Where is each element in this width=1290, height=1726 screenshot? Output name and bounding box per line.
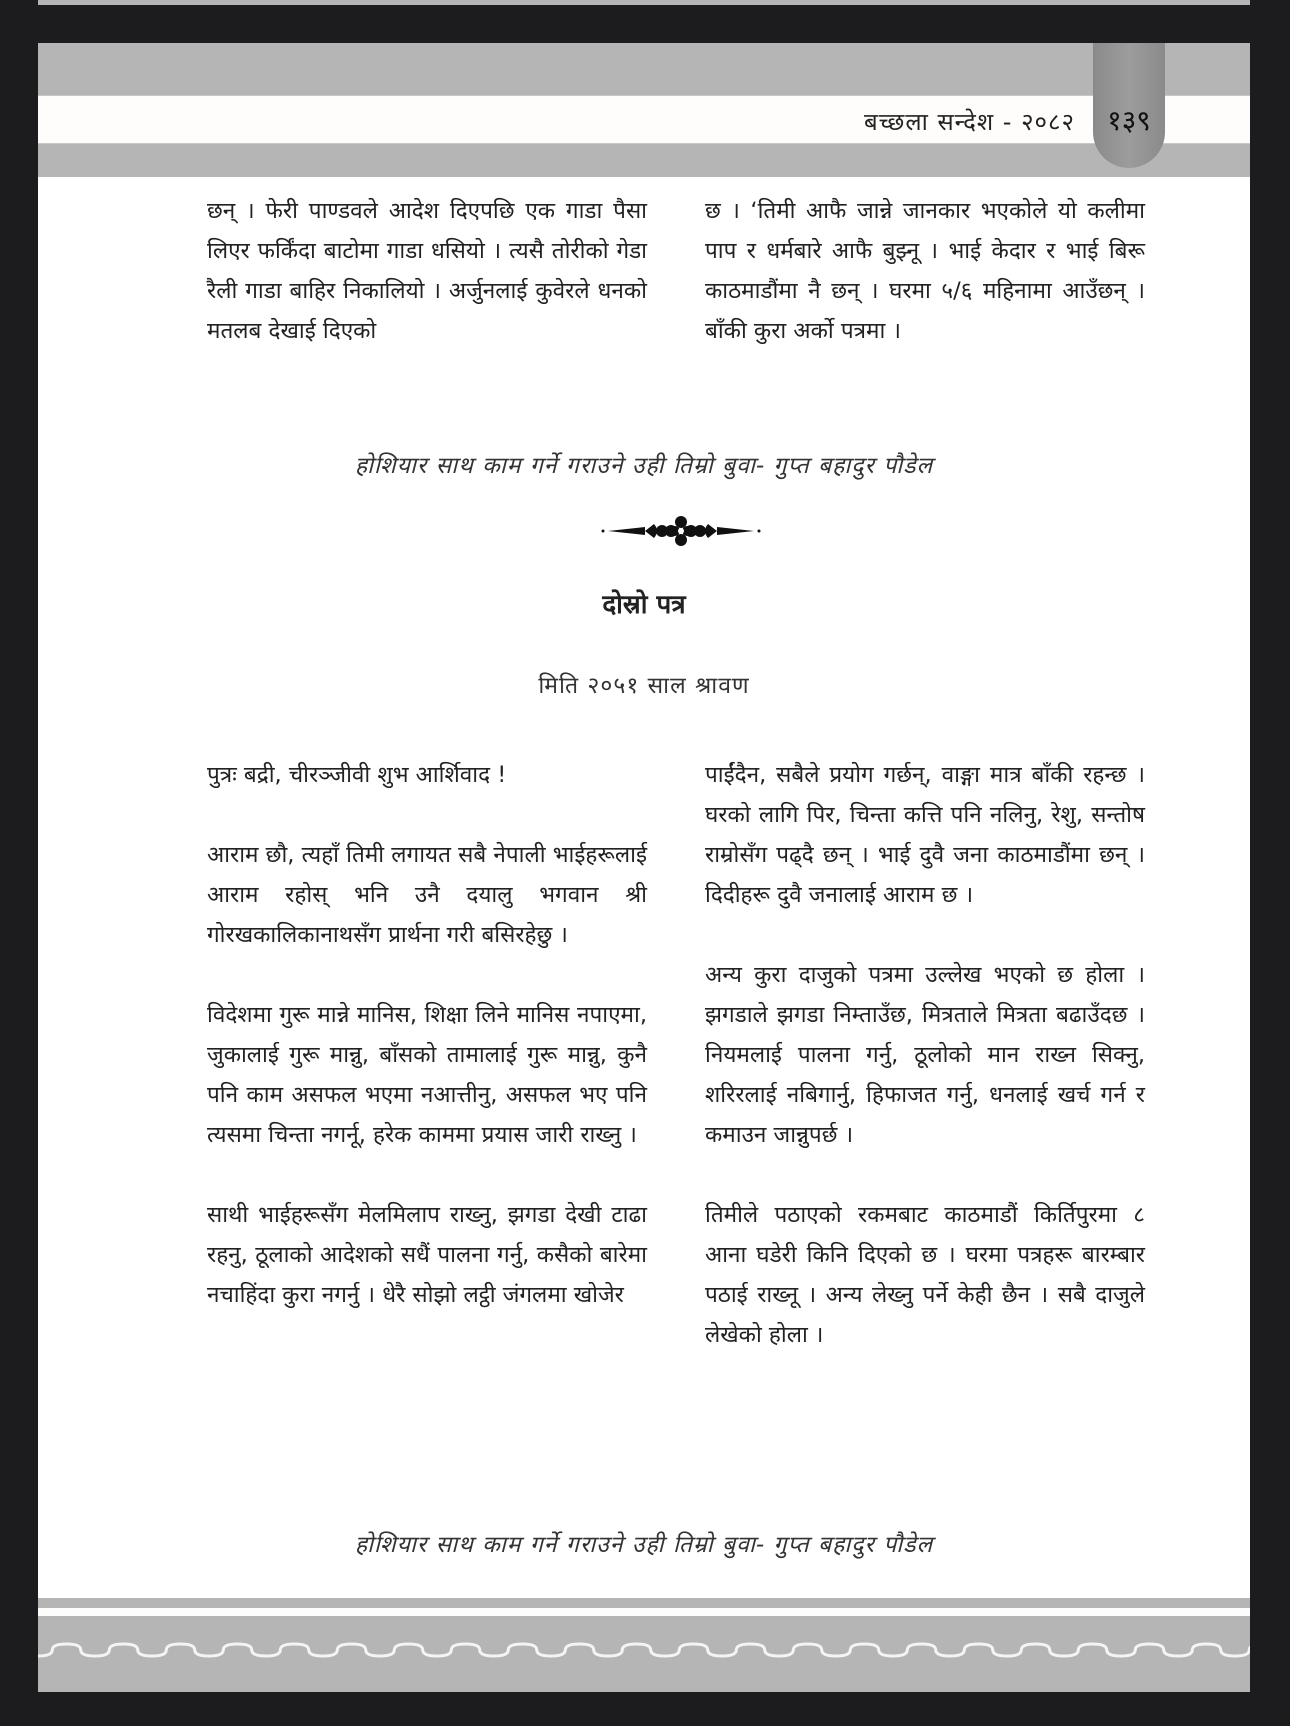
magazine-page xyxy=(38,43,1250,1692)
running-title: बच्छला सन्देश - २०८२ xyxy=(863,108,1075,136)
footer-band xyxy=(38,1598,1250,1608)
page-number-tab xyxy=(1093,43,1165,168)
paragraph: साथी भाईहरूसँग मेलमिलाप राख्नु, झगडा देखी टाढा रहनु, ठूलाको आदेशको सधैं पालना गर्नु, कसैको बारेमा नचाहिंदा कुरा नगर्नु । धेरै सोझो लट्ठी जंगलमा खोजेर xyxy=(207,1202,647,1308)
paragraph: तिमीले पठाएको रकमबाट काठमाडौं किर्तिपुरमा ८ आना घडेरी किनि दिएको छ । घरमा पत्रहरू बारम्बार पठाई राख्नू । अन्य लेख्नु पर्ने केही छैन । सबै दाजुले लेखेको होला । xyxy=(705,1202,1145,1348)
paragraph: आराम छौ, त्यहाँ तिमी लगायत सबै नेपाली भाईहरूलाई आराम रहोस् भनि उनै दयालु भगवान श्री गोरखकालिकानाथसँग प्रार्थना गरी बसिरहेछु । xyxy=(207,842,647,948)
paragraph: पुत्रः बद्री, चीरञ्जीवी शुभ आर्शिवाद ! xyxy=(207,762,507,788)
wave-decoration-icon xyxy=(38,1638,1250,1662)
second-letter-right-column xyxy=(705,755,1145,1355)
paragraph: छ । ‘तिमी आफै जान्ने जानकार भएकोले यो कलीमा पाप र धर्मबारे आफै बुझ्नू । भाई केदार र भाई बिरू काठमाडौंमा नै छन् । घरमा ५/६ महिनामा आउँछन् । बाँकी कुरा अर्को पत्रमा । xyxy=(705,198,1145,344)
page-number: १३९ xyxy=(1107,104,1151,137)
second-letter-left-column xyxy=(207,755,647,1315)
top-edge-strip xyxy=(38,0,1250,5)
paragraph: विदेशमा गुरू मान्ने मानिस, शिक्षा लिने मानिस नपाएमा, जुकालाई गुरू मान्नु, बाँसको तामालाई गुरू मान्नु, कुनै पनि काम असफल भएमा नआत्तीनु, असफल भए पनि त्यसमा चिन्ता नगर्नू, हरेक काममा प्रयास जारी राख्नु । xyxy=(207,1002,647,1148)
paragraph: छन् । फेरी पाण्डवले आदेश दिएपछि एक गाडा पैसा लिएर फर्किंदा बाटोमा गाडा धसियो । त्यसै तोरीको गेडा रैली गाडा बाहिर निकालियो । अर्जुनलाई कुवेरले धनको मतलब देखाई दिएको xyxy=(207,198,647,344)
letter-title: दोस्रो पत्र xyxy=(602,590,686,620)
paragraph: पाईंदैन, सबैले प्रयोग गर्छन्, वाङ्गा मात्र बाँकी रहन्छ । घरको लागि पिर, चिन्ता कत्ति पनि नलिनु, रेशु, सन्तोष राम्रोसँग पढ्दै छन् । भाई दुवै जना काठमाडौंमा छन् । दिदीहरू दुवै जनालाई आराम छ । xyxy=(705,762,1145,908)
header-band-lower xyxy=(38,144,1250,177)
header-band xyxy=(38,43,1250,95)
paragraph: अन्य कुरा दाजुको पत्रमा उल्लेख भएको छ होला । झगडाले झगडा निम्ताउँछ, मित्रताले मित्रता बढाउँदछ । नियमलाई पालना गर्नु, ठूलोको मान राख्न सिक्नु, शरिरलाई नबिगार्नु, हिफाजत गर्नु, धनलाई खर्च गर्न र कमाउन जान्नुपर्छ । xyxy=(705,962,1145,1148)
letter-date: मिति २०५१ साल श्रावण xyxy=(538,673,750,699)
previous-letter-right-column xyxy=(705,191,1145,351)
second-letter-signature: होशियार साथ काम गर्ने गराउने उही तिम्रो बुवा- गुप्त बहादुर पौडेल xyxy=(354,1532,934,1558)
fleuron-divider-icon xyxy=(600,513,762,549)
previous-letter-left-column xyxy=(207,191,647,351)
previous-letter-signature: होशियार साथ काम गर्ने गराउने उही तिम्रो बुवा- गुप्त बहादुर पौडेल xyxy=(354,453,934,479)
footer-white-stripe xyxy=(38,1608,1250,1616)
